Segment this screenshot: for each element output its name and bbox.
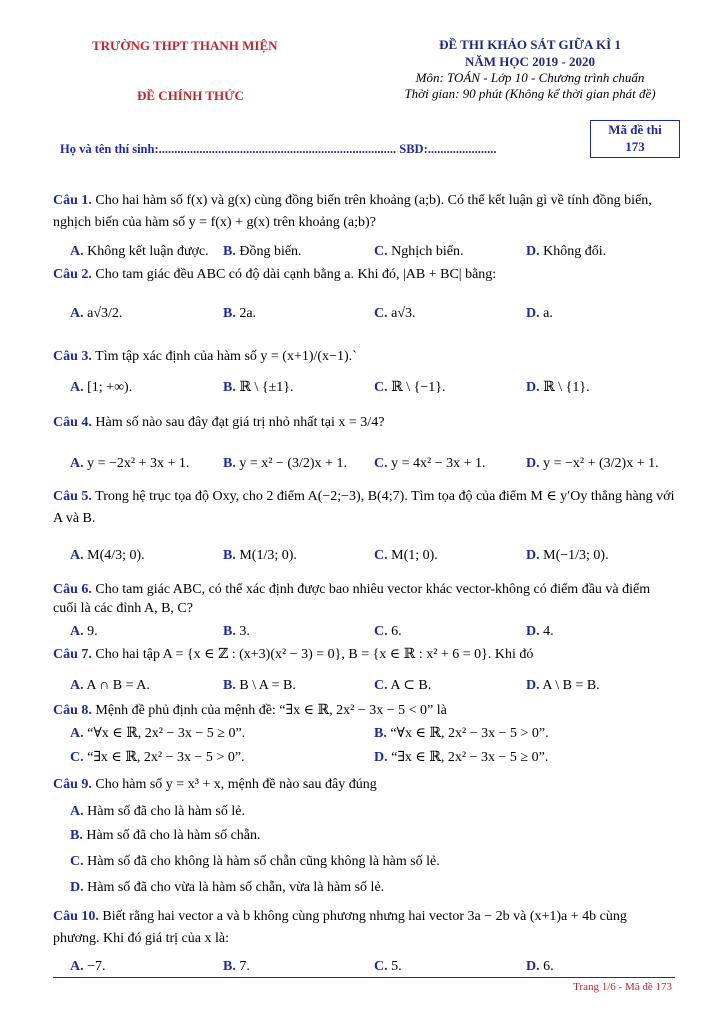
option-text: 2a. [239,306,257,321]
option-letter: B. [223,380,236,395]
exam-title: ĐỀ THI KHẢO SÁT GIỮA KÌ 1 [439,37,621,52]
question-text: Cho hai tập A = {x ∈ ℤ : (x+3)(x² − 3) = 0}, B = {x ∈ ℝ : x² + 6 = 0}. Khi đó [95,647,534,662]
option-text: a√3. [391,306,416,321]
option-d[interactable] [526,242,606,262]
option-text: “∀x ∈ ℝ, 2x² − 3x − 5 ≥ 0”. [87,726,246,741]
option-a[interactable] [70,724,245,744]
option-letter: D. [374,750,388,765]
exam-code-value: 173 [625,139,645,154]
option-a[interactable] [70,304,122,324]
question-text: Cho tam giác ABC, có thể xác định được bao nhiêu vector khác vector-không có điểm đầu và điểm cuối là các đỉnh A, B, C? [53,582,651,616]
question-3 [53,346,675,368]
question-7 [53,644,675,666]
option-text: B \ A = B. [239,678,296,693]
option-letter: A. [70,548,84,563]
option-b[interactable] [223,304,256,324]
option-d[interactable] [526,676,600,696]
option-text: Đồng biến. [239,244,302,259]
option-b[interactable] [223,454,347,474]
question-9 [53,774,675,796]
option-c[interactable] [374,304,416,324]
option-b[interactable] [223,622,250,642]
option-letter: B. [70,828,83,843]
question-text: Cho hai hàm số f(x) và g(x) cùng đồng biến trên khoảng (a;b). Có thể kết luận gì về tính đồng biến, nghịch biến của hàm số y = f(x) + g(x) trên khoảng (a;b)? [53,193,652,230]
option-d[interactable] [526,546,609,566]
option-text: 4. [543,624,554,639]
question-text: Biết rằng hai vector a và b không cùng phương nhưng hai vector 3a − 2b và (x+1)a + 4b cùng phương. Khi đó giá trị của x là: [53,909,627,946]
option-text: 5. [391,959,402,974]
question-label: Câu 1. [53,193,92,208]
question-label: Câu 5. [53,489,92,504]
option-letter: B. [223,959,236,974]
question-text: Trong hệ trục tọa độ Oxy, cho 2 điểm A(−2;−3), B(4;7). Tìm tọa độ của điểm M ∈ y′Oy thẳng hàng với A và B. [53,489,675,526]
option-a[interactable] [70,802,245,822]
option-text: y = 4x² − 3x + 1. [391,456,486,471]
option-text: A ⊂ B. [390,678,432,693]
option-letter: C. [70,854,84,869]
option-text: A \ B = B. [542,678,600,693]
option-text: 6. [391,624,402,639]
option-letter: C. [374,306,388,321]
option-letter: A. [70,244,84,259]
subject-line: Môn: TOÁN - Lớp 10 - Chương trình chuẩn [415,70,645,85]
option-c[interactable] [374,454,486,474]
option-d[interactable] [526,957,554,977]
option-text: 7. [239,959,250,974]
question-text: Hàm số nào sau đây đạt giá trị nhỏ nhất tại x = 3/4? [95,415,385,430]
question-text: Cho tam giác đều ABC có độ dài cạnh bằng a. Khi đó, |AB + BC| bằng: [95,267,497,282]
option-a[interactable] [70,676,150,696]
option-letter: A. [70,726,84,741]
option-letter: C. [374,678,388,693]
option-letter: C. [374,548,388,563]
option-c[interactable] [374,242,463,262]
option-d[interactable] [526,454,659,474]
option-letter: D. [526,624,540,639]
option-letter: A. [70,959,84,974]
question-label: Câu 10. [53,909,99,924]
option-letter: D. [70,880,84,895]
option-b[interactable] [223,242,302,262]
option-letter: A. [70,624,84,639]
option-c[interactable] [70,852,440,872]
question-10 [53,906,675,950]
option-d[interactable] [70,878,384,898]
option-letter: D. [526,959,540,974]
option-c[interactable] [374,378,445,398]
exam-code-box [590,120,680,158]
question-4 [53,412,675,434]
option-letter: B. [223,244,236,259]
option-a[interactable] [70,622,98,642]
option-text: M(4/3; 0). [87,548,145,563]
option-a[interactable] [70,242,209,262]
option-letter: C. [374,624,388,639]
question-label: Câu 8. [53,703,92,718]
option-text: 6. [543,959,554,974]
option-b[interactable] [223,378,294,398]
exam-code-label: Mã đề thi [608,122,662,137]
footer-divider [53,977,675,978]
option-a[interactable] [70,957,106,977]
option-text: Hàm số đã cho là hàm số lẻ. [87,804,245,819]
option-letter: C. [374,244,388,259]
question-label: Câu 4. [53,415,92,430]
option-letter: D. [526,678,540,693]
page-footer: Trang 1/6 - Mã đề 173 [573,981,672,993]
option-text: ℝ \ {−1}. [391,380,446,395]
option-text: Hàm số đã cho không là hàm số chẵn cũng không là hàm số lẻ. [87,854,440,869]
question-label: Câu 7. [53,647,92,662]
question-6 [53,580,675,618]
question-text: Cho hàm số y = x³ + x, mệnh đề nào sau đây đúng [95,777,377,792]
exam-header [380,36,680,102]
option-b[interactable] [223,676,296,696]
option-letter: C. [374,456,388,471]
option-letter: C. [70,750,84,765]
option-b[interactable] [223,546,297,566]
option-text: “∃x ∈ ℝ, 2x² − 3x − 5 ≥ 0”. [391,750,549,765]
school-name: TRƯỜNG THPT THANH MIỆN [92,38,278,53]
option-text: [1; +∞). [87,380,133,395]
option-letter: B. [223,306,236,321]
option-text: y = −x² + (3/2)x + 1. [543,456,659,471]
option-text: Không kết luận được. [87,244,209,259]
option-letter: D. [526,380,540,395]
option-text: ℝ \ {1}. [543,380,590,395]
question-2 [53,264,675,286]
option-letter: C. [374,380,388,395]
option-b[interactable] [223,957,250,977]
option-text: 9. [87,624,98,639]
option-text: Nghịch biến. [391,244,464,259]
school-year: NĂM HỌC 2019 - 2020 [465,54,595,69]
option-text: M(1; 0). [391,548,438,563]
option-c[interactable] [374,676,431,696]
option-text: Hàm số đã cho là hàm số chẵn. [86,828,261,843]
option-c[interactable] [374,546,438,566]
option-d[interactable] [526,304,553,324]
option-c[interactable] [70,748,245,768]
option-letter: B. [223,624,236,639]
option-text: A ∩ B = A. [86,678,150,693]
option-text: “∃x ∈ ℝ, 2x² − 3x − 5 > 0”. [87,750,245,765]
question-8 [53,700,675,722]
option-letter: A. [70,306,84,321]
option-d[interactable] [526,622,554,642]
question-text: Mệnh đề phủ định của mệnh đề: “∃x ∈ ℝ, 2x² − 3x − 5 < 0” là [95,703,447,718]
question-1 [53,190,675,234]
question-label: Câu 9. [53,777,92,792]
option-text: y = x² − (3/2)x + 1. [239,456,347,471]
option-letter: D. [526,456,540,471]
option-letter: C. [374,959,388,974]
option-letter: D. [526,244,540,259]
question-label: Câu 2. [53,267,92,282]
question-5 [53,486,675,530]
option-text: Không đổi. [543,244,607,259]
option-letter: A. [70,380,84,395]
option-b[interactable] [70,826,261,846]
option-letter: A. [70,456,84,471]
question-label: Câu 6. [53,582,92,597]
option-text: y = −2x² + 3x + 1. [87,456,190,471]
option-a[interactable] [70,378,132,398]
option-a[interactable] [70,546,145,566]
option-text: −7. [87,959,106,974]
option-letter: B. [223,678,236,693]
option-letter: A. [70,678,84,693]
option-letter: B. [223,548,236,563]
option-text: a. [543,306,553,321]
option-letter: B. [374,726,387,741]
option-text: ℝ \ {±1}. [239,380,294,395]
question-label: Câu 3. [53,349,92,364]
option-letter: D. [526,306,540,321]
student-info-line: Họ và tên thí sinh:............................................................................ SBD:...................... [60,142,497,156]
option-d[interactable] [374,748,548,768]
option-text: M(−1/3; 0). [543,548,609,563]
option-a[interactable] [70,454,189,474]
option-text: a√3/2. [87,306,123,321]
option-text: “∀x ∈ ℝ, 2x² − 3x − 5 > 0”. [390,726,549,741]
option-text: Hàm số đã cho vừa là hàm số chẵn, vừa là hàm số lẻ. [87,880,385,895]
option-text: 3. [239,624,250,639]
option-letter: D. [526,548,540,563]
option-letter: A. [70,804,84,819]
time-line: Thời gian: 90 phút (Không kể thời gian phát đề) [404,86,656,101]
option-d[interactable] [526,378,590,398]
option-letter: B. [223,456,236,471]
question-text: Tìm tập xác định của hàm số y = (x+1)/(x−1).` [95,349,357,364]
option-b[interactable] [374,724,549,744]
option-c[interactable] [374,622,402,642]
option-text: M(1/3; 0). [239,548,297,563]
official-label: ĐỀ CHÍNH THỨC [137,88,244,103]
option-c[interactable] [374,957,402,977]
